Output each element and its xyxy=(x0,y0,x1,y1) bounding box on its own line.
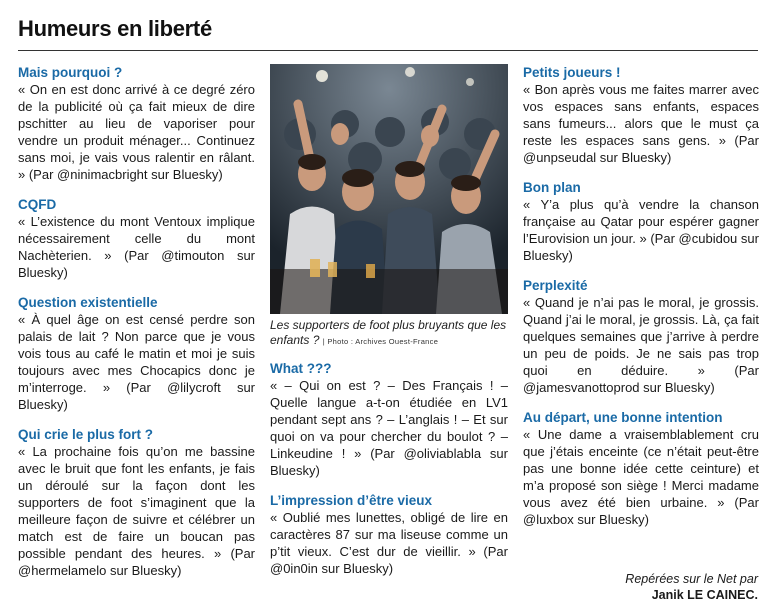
article-impression-vieux xyxy=(270,492,508,577)
title-divider xyxy=(18,50,758,51)
middle-column xyxy=(270,64,508,577)
article-cqfd xyxy=(18,196,255,281)
crowd-illustration xyxy=(270,64,508,314)
article-mais-pourquoi xyxy=(18,64,255,183)
article-heading: CQFD xyxy=(18,197,57,212)
article-body: « Bon après vous me faites marrer avec vos espaces sans enfants, espaces sans fumeurs... alors que le must ça reste les espaces sans gens. » (Par @unpseudal sur Bluesky) xyxy=(523,82,759,165)
article-heading: Mais pourquoi ? xyxy=(18,65,123,80)
article-heading: L’impression d’être vieux xyxy=(270,493,433,508)
photo-caption xyxy=(270,318,508,349)
article-petits-joueurs xyxy=(523,64,759,166)
right-column xyxy=(523,64,759,528)
page-title: Humeurs en liberté xyxy=(18,16,212,41)
article-bonne-intention xyxy=(523,409,759,528)
signature-author: Janik LE CAINEC. xyxy=(651,588,758,602)
article-bon-plan xyxy=(523,179,759,264)
article-heading: Bon plan xyxy=(523,180,581,195)
article-heading: Perplexité xyxy=(523,278,588,293)
article-heading: Au départ, une bonne intention xyxy=(523,410,723,425)
supporters-photo xyxy=(270,64,508,314)
article-body: « À quel âge on est censé perdre son palais de lait ? Non parce que je vous vois tous au café le matin et moi je suis toujours avec mes Chocapics donc je m’interroge. » (Par @lilycroft sur Bluesky) xyxy=(18,312,255,412)
article-body: « La prochaine fois qu’on me bassine avec le bruit que font les enfants, je fais un déroulé sur la façon dont les supporters de foot s’imaginent que la meilleure façon de suivre et célébrer un match est de faire un boucan pas possible pendant des heures. » (Par @hermelamelo sur Bluesky) xyxy=(18,444,255,578)
article-qui-crie xyxy=(18,426,255,579)
signature-lead: Repérées sur le Net par xyxy=(625,572,758,586)
article-perplexite xyxy=(523,277,759,396)
article-body: « Y’a plus qu’à vendre la chanson française au Qatar pour espérer gagner l’Eurovision un jour. » (Par @cubidou sur Bluesky) xyxy=(523,197,759,263)
left-column xyxy=(18,64,255,579)
signature xyxy=(625,571,758,603)
article-body: « Oublié mes lunettes, obligé de lire en caractères 87 sur ma liseuse comme un p’tit vieux. C’est dur de vieillir. » (Par @0in0in sur Bluesky) xyxy=(270,510,508,576)
photo-credit: | Photo : Archives Ouest-France xyxy=(322,337,439,346)
article-what xyxy=(270,360,508,479)
article-body: « Une dame a vraisemblablement cru que j’étais enceinte (ce n’était peut-être pas une bonne idée cette ceinture) et m’a proposé son siège ! Merci madame vous avez été bien urbaine. » (Par @luxbox sur Bluesky) xyxy=(523,427,759,527)
article-heading: Qui crie le plus fort ? xyxy=(18,427,154,442)
article-body: « Quand je n’ai pas le moral, je grossis. Quand j’ai le moral, je grossis. Là, ça fait quelques semaines que j’arrive à perdre un peu de poids. Je ne sais pas trop quoi en déduire. » (Par @jamesvanottoprod sur Bluesky) xyxy=(523,295,759,395)
article-heading: Question existentielle xyxy=(18,295,158,310)
article-heading: Petits joueurs ! xyxy=(523,65,621,80)
article-body: « On en est donc arrivé à ce degré zéro de la publicité où ça fait mieux de dire pschitter au lieu de vaporiser pour vendre un produit ménager... Continuez sans moi, je vais vous ralentir en râlant. » (Par @ninimacbright sur Bluesky) xyxy=(18,82,255,182)
article-question-existentielle xyxy=(18,294,255,413)
article-heading: What ??? xyxy=(270,361,332,376)
caption-text: Les supporters de foot plus bruyants que les enfants ? xyxy=(270,318,507,347)
article-body: « – Qui on est ? – Des Français ! – Quelle langue a-t-on étudiée en LV1 pendant sept ans ? – L’anglais ! – Et sur quoi on va pour chercher du boulot ? – Linkeudine ! » (Par @oliviablabla sur Bluesky) xyxy=(270,378,508,478)
article-body: « L’existence du mont Ventoux implique nécessairement celle du mont Nachèterien. » (Par @timouton sur Bluesky) xyxy=(18,214,255,280)
